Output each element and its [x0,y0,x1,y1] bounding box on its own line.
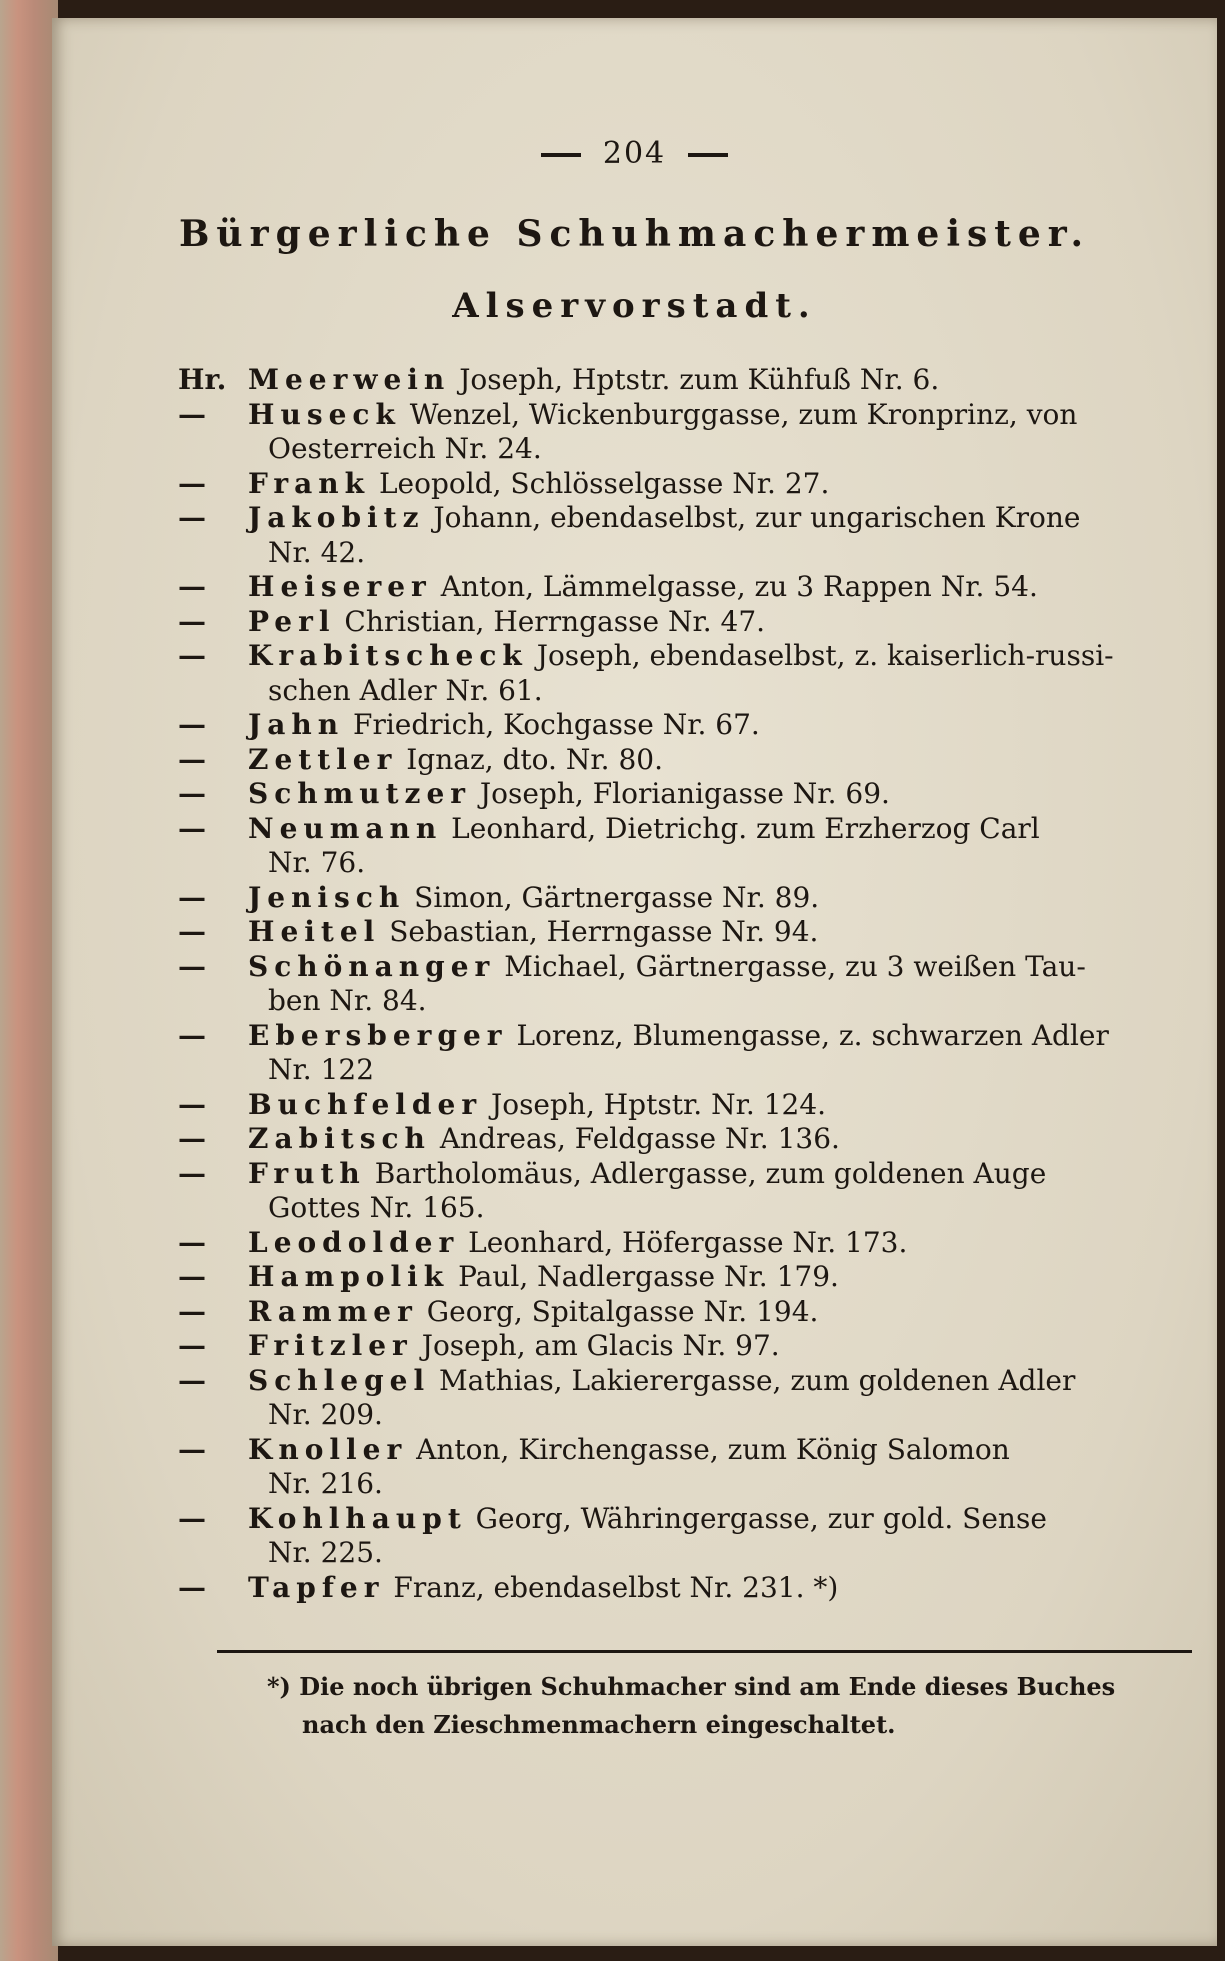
list-item [178,1157,1188,1226]
entry-surname: Jenisch [248,880,406,914]
entry-continuation: Gottes Nr. 165. [268,1191,485,1224]
entry-details: Christian, Herrngasse Nr. 47. [344,604,766,638]
entry-surname: Zabitsch [248,1122,431,1155]
list-item [178,1260,1188,1295]
entry-details: Joseph, Hptstr. zum Kühfuß Nr. 6. [459,363,940,396]
entry-details: Johann, ebendaselbst, zur ungarischen Krone [433,501,1081,534]
entry-details: Leonhard, Höfergasse Nr. 173. [468,1225,908,1259]
entry-details: Leonhard, Dietrichg. zum Erzherzog Carl [451,811,1040,845]
entry-lead: — [178,1294,206,1328]
footnote [267,1668,1167,1744]
list-item [178,501,1188,570]
entry-surname: Krabitscheck [248,639,528,672]
page-number-line [52,136,1217,171]
footnote-line-1: *) Die noch übrigen Schuhmacher sind am Ende dieses Buches [267,1672,1116,1701]
entry-surname: Leodolder [248,1225,460,1259]
entry-continuation: Nr. 76. [268,846,366,879]
entry-surname: Fritzler [248,1329,413,1362]
list-item [178,915,1188,950]
entry-continuation: Nr. 216. [268,1467,383,1500]
list-item [178,570,1188,605]
entry-lead: — [178,1225,206,1259]
entry-surname: Schönanger [248,949,496,983]
entry-surname: Kohlhaupt [248,1501,467,1535]
entry-lead: — [178,949,206,983]
entry-lead: — [178,466,206,500]
entry-details: Ignaz, dto. Nr. 80. [406,742,663,776]
entry-surname: Heiserer [248,570,432,603]
list-item [178,1364,1188,1433]
list-item [178,1433,1188,1502]
entry-lead: — [178,1501,206,1535]
entry-continuation: ben Nr. 84. [268,984,427,1017]
list-item [178,639,1188,708]
list-item [178,1226,1188,1261]
list-item [178,1571,1188,1606]
entry-surname: Perl [248,604,336,638]
entry-lead: — [178,1156,206,1190]
entry-surname: Zettler [248,742,398,776]
entry-surname: Fruth [248,1156,366,1190]
entry-details: Simon, Gärtnergasse Nr. 89. [414,880,820,914]
entry-details: Bartholomäus, Adlergasse, zum goldenen Auge [374,1156,1047,1190]
entry-surname: Frank [248,466,371,500]
entry-details: Andreas, Feldgasse Nr. 136. [439,1122,840,1155]
entry-surname: Hampolik [248,1260,450,1293]
page-number: 204 [602,136,667,171]
entry-surname: Knoller [248,1432,408,1466]
entry-details: Friedrich, Kochgasse Nr. 67. [353,708,760,741]
footnote-line-2: nach den Zieschmenmachern eingeschaltet. [302,1710,896,1739]
entry-continuation: schen Adler Nr. 61. [268,673,543,707]
entry-lead: — [178,1087,206,1121]
list-item [178,708,1188,743]
entry-lead: — [178,742,206,776]
list-item [178,363,1188,398]
entry-continuation: Nr. 122 [268,1053,375,1086]
entry-lead: — [178,570,206,603]
entry-lead: Hr. [178,363,227,396]
entry-details: Georg, Währingergasse, zur gold. Sense [475,1501,1047,1535]
entry-continuation: Nr. 209. [268,1398,383,1431]
list-item [178,950,1188,1019]
entry-lead: — [178,1122,206,1155]
entry-surname: Jahn [248,708,345,741]
entry-lead: — [178,1432,206,1466]
entry-lead: — [178,811,206,845]
list-item [178,881,1188,916]
entry-lead: — [178,915,206,948]
list-item [178,398,1188,467]
entry-details: Lorenz, Blumengasse, z. schwarzen Adler [516,1018,1109,1052]
list-item [178,1019,1188,1088]
entry-surname: Buchfelder [248,1087,483,1121]
entry-lead: — [178,777,206,810]
list-item [178,812,1188,881]
list-item [178,1122,1188,1157]
entry-surname: Rammer [248,1294,418,1328]
entry-details: Joseph, Hptstr. Nr. 124. [490,1087,827,1121]
entry-lead: — [178,1018,206,1052]
entry-details: Joseph, Florianigasse Nr. 69. [479,777,890,810]
page-title: Bürgerliche Schuhmachermeister. [179,213,1090,255]
entry-surname: Tapfer [248,1570,385,1604]
list-item [178,743,1188,778]
entry-lead: — [178,1363,206,1397]
list-item [178,1088,1188,1123]
section-heading: Alservorstadt. [452,286,817,326]
entry-surname: Schlegel [248,1363,431,1397]
entry-surname: Meerwein [248,363,451,396]
entry-details: Michael, Gärtnergasse, zu 3 weißen Tau- [504,949,1086,983]
entry-details: Leopold, Schlösselgasse Nr. 27. [378,466,830,500]
entry-details: Wenzel, Wickenburggasse, zum Kronprinz, von [409,397,1078,431]
entry-details: Sebastian, Herrngasse Nr. 94. [389,915,819,948]
entry-details: Mathias, Lakierergasse, zum goldenen Adler [439,1363,1076,1397]
entry-details: Anton, Lämmelgasse, zu 3 Rappen Nr. 54. [440,570,1038,603]
entry-details: Paul, Nadlergasse Nr. 179. [458,1260,839,1293]
footnote-divider [217,1650,1192,1653]
entry-lead: — [178,1329,206,1362]
list-item [178,605,1188,640]
entry-lead: — [178,501,206,534]
dash-left [541,153,581,157]
entry-lead: — [178,1570,206,1604]
list-item [178,467,1188,502]
entry-lead: — [178,604,206,638]
entry-surname: Heitel [248,915,381,948]
dash-right [688,153,728,157]
entry-details: Joseph, ebendaselbst, z. kaiserlich-russi- [536,639,1114,672]
entry-lead: — [178,639,206,672]
entry-lead: — [178,397,206,431]
entry-surname: Ebersberger [248,1018,508,1052]
book-spine [0,0,58,1961]
entry-surname: Huseck [248,397,401,431]
entry-surname: Schmutzer [248,777,472,810]
list-item [178,777,1188,812]
entry-continuation: Nr. 225. [268,1536,383,1569]
entry-details: Joseph, am Glacis Nr. 97. [421,1329,780,1362]
entry-details: Anton, Kirchengasse, zum König Salomon [416,1432,1010,1466]
entry-continuation: Nr. 42. [268,535,366,569]
page [52,18,1217,1946]
entry-details: Franz, ebendaselbst Nr. 231. *) [393,1570,839,1604]
entry-lead: — [178,880,206,914]
entry-surname: Jakobitz [248,501,425,534]
entry-continuation: Oesterreich Nr. 24. [268,432,542,465]
list-item [178,1295,1188,1330]
list-item [178,1502,1188,1571]
entry-surname: Neumann [248,811,443,845]
entry-details: Georg, Spitalgasse Nr. 194. [426,1294,819,1328]
entry-lead: — [178,1260,206,1293]
list-item [178,1329,1188,1364]
entry-list [178,363,1188,1605]
entry-lead: — [178,708,206,741]
